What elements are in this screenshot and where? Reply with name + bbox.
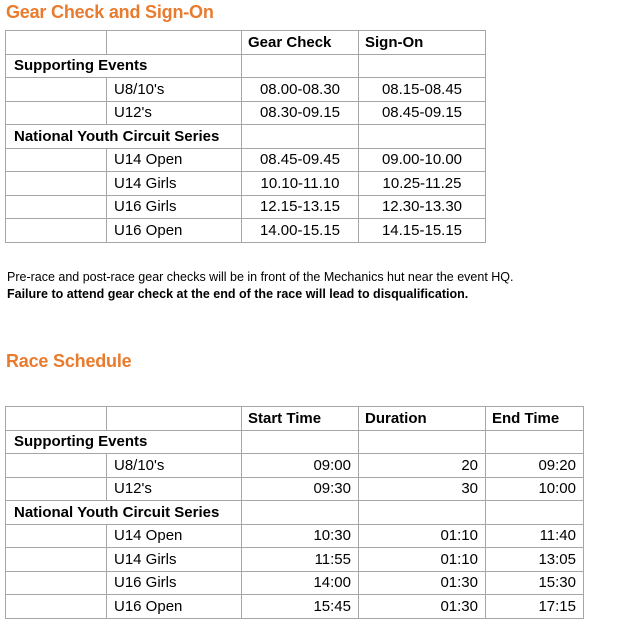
duration-cell: 01:30 — [359, 571, 486, 595]
column-header-end-time: End Time — [486, 407, 584, 431]
start-time-cell: 11:55 — [242, 548, 359, 572]
sign-on-cell: 08.45-09.15 — [359, 101, 486, 125]
column-header-sign-on: Sign-On — [359, 31, 486, 55]
sign-on-cell: 10.25-11.25 — [359, 172, 486, 196]
race-schedule-title: Race Schedule — [6, 351, 132, 371]
category-cell: U14 Girls — [107, 548, 242, 572]
column-header-gear-check: Gear Check — [242, 31, 359, 55]
group-row — [6, 501, 584, 525]
category-cell: U14 Girls — [107, 172, 242, 196]
table-row — [6, 454, 584, 478]
gear-check-cell: 08.30-09.15 — [242, 101, 359, 125]
end-time-cell: 13:05 — [486, 548, 584, 572]
table-row — [6, 148, 486, 172]
table-header-row — [6, 407, 584, 431]
sign-on-cell: 08.15-08.45 — [359, 78, 486, 102]
race-schedule-table — [5, 406, 584, 619]
start-time-cell: 09:00 — [242, 454, 359, 478]
gear-check-cell: 12.15-13.15 — [242, 195, 359, 219]
group-row — [6, 430, 584, 454]
table-row — [6, 78, 486, 102]
gear-check-table — [5, 30, 486, 243]
duration-cell: 01:30 — [359, 595, 486, 619]
start-time-cell: 15:45 — [242, 595, 359, 619]
group-label: Supporting Events — [6, 54, 242, 78]
sign-on-cell: 09.00-10.00 — [359, 148, 486, 172]
duration-cell: 01:10 — [359, 524, 486, 548]
category-cell: U12's — [107, 477, 242, 501]
end-time-cell: 10:00 — [486, 477, 584, 501]
duration-cell: 30 — [359, 477, 486, 501]
gear-check-note: Pre-race and post-race gear checks will be in front of the Mechanics hut near the event HQ. — [7, 270, 514, 284]
end-time-cell: 11:40 — [486, 524, 584, 548]
end-time-cell: 15:30 — [486, 571, 584, 595]
start-time-cell: 14:00 — [242, 571, 359, 595]
disqualification-warning: Failure to attend gear check at the end of the race will lead to disqualification. — [7, 287, 469, 301]
group-label: National Youth Circuit Series — [6, 501, 242, 525]
table-row — [6, 172, 486, 196]
end-time-cell: 09:20 — [486, 454, 584, 478]
duration-cell: 20 — [359, 454, 486, 478]
table-row — [6, 524, 584, 548]
category-cell: U16 Open — [107, 219, 242, 243]
start-time-cell: 10:30 — [242, 524, 359, 548]
group-label: National Youth Circuit Series — [6, 125, 242, 149]
group-row — [6, 54, 486, 78]
table-row — [6, 595, 584, 619]
gear-check-cell: 08.00-08.30 — [242, 78, 359, 102]
category-cell: U16 Open — [107, 595, 242, 619]
gear-check-cell: 14.00-15.15 — [242, 219, 359, 243]
gear-check-cell: 08.45-09.45 — [242, 148, 359, 172]
table-row — [6, 219, 486, 243]
category-cell: U8/10's — [107, 454, 242, 478]
category-cell: U12's — [107, 101, 242, 125]
sign-on-cell: 14.15-15.15 — [359, 219, 486, 243]
start-time-cell: 09:30 — [242, 477, 359, 501]
category-cell: U8/10's — [107, 78, 242, 102]
table-row — [6, 101, 486, 125]
category-cell: U16 Girls — [107, 195, 242, 219]
table-row — [6, 477, 584, 501]
column-header-start-time: Start Time — [242, 407, 359, 431]
sign-on-cell: 12.30-13.30 — [359, 195, 486, 219]
category-cell: U14 Open — [107, 524, 242, 548]
group-label: Supporting Events — [6, 430, 242, 454]
gear-check-title: Gear Check and Sign-On — [6, 2, 214, 22]
end-time-cell: 17:15 — [486, 595, 584, 619]
column-header-duration: Duration — [359, 407, 486, 431]
table-row — [6, 195, 486, 219]
table-row — [6, 571, 584, 595]
gear-check-notes — [7, 269, 615, 303]
table-row — [6, 548, 584, 572]
group-row — [6, 125, 486, 149]
category-cell: U16 Girls — [107, 571, 242, 595]
duration-cell: 01:10 — [359, 548, 486, 572]
category-cell: U14 Open — [107, 148, 242, 172]
table-header-row — [6, 31, 486, 55]
gear-check-cell: 10.10-11.10 — [242, 172, 359, 196]
